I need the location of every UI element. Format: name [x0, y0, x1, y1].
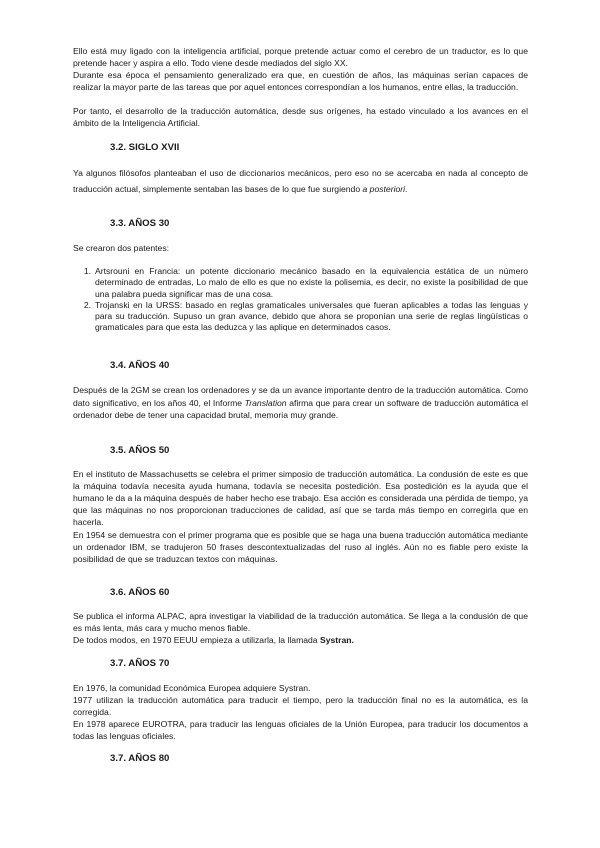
section-heading-3-3: 3.3. AÑOS 30 — [110, 218, 170, 229]
section-3-4-text-b: afirma que para crear un software de traducción automática el ordenador debe de tener una capacidad brutal, memoria muy grande. — [73, 397, 528, 421]
section-3-4-italic: Translation — [244, 397, 287, 408]
section-3-2-paragraph — [73, 166, 528, 197]
list-item — [73, 266, 528, 300]
section-3-3-lead: Se crearon dos patentes: — [73, 243, 170, 253]
section-heading-3-4: 3.4. AÑOS 40 — [110, 360, 170, 371]
section-3-4-text-a: Después de la 2GM se crean los ordenadores y se da un avance importante dentro de la traducción automática. Como dato significativo, en los años 40, el Informe — [73, 385, 528, 408]
intro-paragraph-3: Por tanto, el desarrollo de la traducción automática, desde sus orígenes, ha estado vinculado a los avances en el ámbito de la Inteligencia Artificial. — [73, 106, 528, 128]
section-3-7-paragraph-1: En 1976, la comunidad Económica Europea adquiere Systran. — [73, 683, 311, 693]
section-3-2-end: . — [405, 183, 408, 194]
section-3-2-italic: a posteriori — [362, 183, 406, 194]
intro-paragraph-2: Durante esa época el pensamiento generalizado era que, en cuestión de años, las máquinas serían capaces de realizar la mayor parte de las tareas que por aquel entonces correspondían a los humanos, entre ellas, la traducción. — [73, 70, 528, 92]
section-3-2-text: Ya algunos filósofos planteaban el uso de diccionarios mecánicos, pero eso no se acercaba en nada al concepto de traducción actual, simplemente sentaban las bases de lo que fue surgiendo — [73, 168, 528, 194]
section-heading-3-2: 3.2. SIGLO XVII — [110, 142, 180, 153]
section-heading-3-6: 3.6. AÑOS 60 — [110, 587, 170, 598]
section-heading-3-5: 3.5. AÑOS 50 — [110, 445, 170, 456]
intro-paragraph-1: Ello está muy ligado con la inteligencia artificial, porque pretende actuar como el cerebro de un traductor, es lo que pretende hacer y aspira a ello. Todo viene desde mediados del siglo XX. — [73, 46, 528, 68]
list-item-text: Artsrouni en Francia: un potente diccionario mecánico basado en la equivalencia estática de un número determinado de entradas, Lo malo de ello es que no existe la polisemia, es decir, no existe la posibilidad de que una palabra pueda significar mas de una cosa. — [95, 266, 528, 299]
section-3-4-paragraph — [73, 384, 528, 422]
section-3-7-paragraph-2: 1977 utilizan la traducción automática para traducir el tiempo, pero la traducción final no es la automática, es la corregida. — [73, 695, 528, 717]
list-item-number: 1. — [83, 266, 91, 276]
list-item-number: 2. — [83, 299, 91, 310]
section-heading-3-7-80: 3.7. AÑOS 80 — [110, 753, 170, 764]
section-3-6-paragraph-1: Se publica el informa ALPAC, apra investigar la viabilidad de la traducción automática. Se llega a la condusión de que es más lenta, más cara y mucho menos fiable. — [73, 611, 528, 633]
section-3-7-paragraph-3: En 1978 aparece EUROTRA, para traducir las lenguas oficiales de la Unión Europea, para traducir los documentos a todas las lenguas oficiales. — [73, 719, 528, 741]
patents-list — [73, 266, 528, 334]
systran-bold: Systran. — [319, 635, 354, 645]
section-3-6-paragraph-2 — [73, 635, 528, 647]
list-item — [73, 300, 528, 334]
section-3-5-paragraph-2: En 1954 se demuestra con el primer programa que es posible que se haga una buena traducción automática mediante un ordenador IBM, se tradujeron 50 frases descontextualizadas del ruso al inglés. Aún no es fiable pero existe la posibilidad de que se traduzcan textos con máquinas. — [73, 530, 528, 564]
list-item-text: Trojanski en la URSS: basado en reglas gramaticales universales que fueran aplicables a todas las lenguas y para su traducción. Supuso un gran avance, debido que ahora se proponían una serie de reglas lingüísticas o gramaticales para que esta las deduzca y las aplique en determinados casos. — [95, 299, 528, 333]
section-3-5-paragraph-1: En el instituto de Massachusetts se celebra el primer simposio de traducción automática. La condusión de este es que la máquina todavía necesita ayuda humana, todavía se necesita postedición. Esa postedición es la ayuda que el humano le da a la máquina después de haber hecho ese trabajo. Esa acción es considerada una pérdida de tiempo, ya que las máquinas no nos proporcionan traducciones de calidad, así que se tarda más tiempo en corregirla que en hacerla. — [73, 469, 528, 527]
section-3-6-text: De todos modos, en 1970 EEUU empieza a utilizarla, la llamada — [73, 635, 320, 645]
section-heading-3-7-70: 3.7. AÑOS 70 — [110, 658, 170, 669]
